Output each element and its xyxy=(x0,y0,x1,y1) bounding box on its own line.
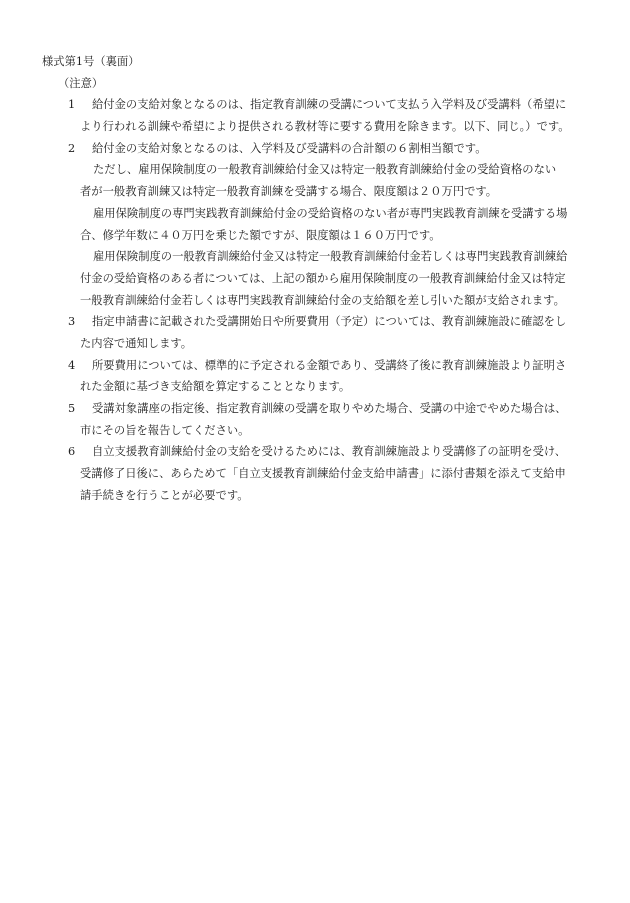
note-line: た内容で通知します。 xyxy=(80,336,193,350)
note-line xyxy=(0,94,630,116)
sub-paragraph-3 xyxy=(0,246,630,311)
note-text: 給付金の支給対象となるのは、指定教育訓練の受講について支払う入学料及び受講料（希望に xyxy=(92,98,567,112)
note-number: 3 xyxy=(68,315,76,329)
sub-paragraph-2 xyxy=(0,203,630,246)
note-text: 所要費用については、標準的に予定される金額であり、受講終了後に教育訓練施設より証明さ xyxy=(92,358,567,372)
note-line xyxy=(0,441,630,463)
note-text: 給付金の支給対象となるのは、入学料及び受講料の合計額の６割相当額です。 xyxy=(92,141,487,155)
note-line: れた金額に基づき支給額を算定することとなります。 xyxy=(80,380,351,394)
note-line xyxy=(0,311,630,333)
note-line: 一般教育訓練給付金若しくは専門実践教育訓練給付金の支給額を差し引いた額が支給されます。 xyxy=(80,293,565,307)
note-line: ただし、雇用保険制度の一般教育訓練給付金又は特定一般教育訓練給付金の受給資格のない xyxy=(93,163,557,177)
form-label: 様式第1号（裏面） xyxy=(42,55,140,68)
note-line: より行われる訓練や希望により提供される教材等に要する費用を除きます。以下、同じ。）です。 xyxy=(80,120,570,134)
note-text: 指定申請書に記載された受講開始日や所要費用（予定）については、教育訓練施設に確認をし xyxy=(92,315,567,329)
note-item-4 xyxy=(0,355,630,398)
note-line: 請手続きを行うことが必要です。 xyxy=(80,488,249,502)
note-line xyxy=(0,398,630,420)
note-text: 自立支援教育訓練給付金の支給を受けるためには、教育訓練施設より受講修了の証明を受け、 xyxy=(92,445,567,459)
note-number: 5 xyxy=(68,402,76,415)
note-line: 者が一般教育訓練又は特定一般教育訓練を受講する場合、限度額は２０万円です。 xyxy=(80,185,498,199)
note-number: 6 xyxy=(68,445,76,459)
note-line: 市にその旨を報告してください。 xyxy=(80,423,250,437)
document-body xyxy=(0,51,630,506)
note-text: 受講対象講座の指定後、指定教育訓練の受講を取りやめた場合、受講の中途でやめた場合は、 xyxy=(92,402,567,415)
note-line xyxy=(0,355,630,377)
note-number: 2 xyxy=(68,141,76,155)
note-line: 雇用保険制度の専門実践教育訓練給付金の受給資格のない者が専門実践教育訓練を受講する場 xyxy=(93,206,568,220)
note-item-2 xyxy=(0,138,630,312)
note-line: 付金の受給資格のある者については、上記の額から雇用保険制度の一般教育訓練給付金又は特定 xyxy=(80,271,566,285)
note-number: 1 xyxy=(68,98,76,112)
note-line xyxy=(0,138,630,160)
note-line: 受講修了日後に、あらためて「自立支援教育訓練給付金支給申請書」に添付書類を添えて支給申 xyxy=(80,467,566,481)
note-line: 雇用保険制度の一般教育訓練給付金又は特定一般教育訓練給付金若しくは専門実践教育訓練給 xyxy=(93,250,568,264)
note-item-5 xyxy=(0,398,630,441)
note-item-3 xyxy=(0,311,630,354)
note-item-1 xyxy=(0,94,630,137)
note-number: 4 xyxy=(68,358,76,372)
sub-paragraph-1 xyxy=(0,159,630,202)
note-item-6 xyxy=(0,441,630,506)
note-line: 合、修学年数に４０万円を乗じた額ですが、限度額は１６０万円です。 xyxy=(80,228,441,242)
notes-heading: （注意） xyxy=(58,76,104,90)
